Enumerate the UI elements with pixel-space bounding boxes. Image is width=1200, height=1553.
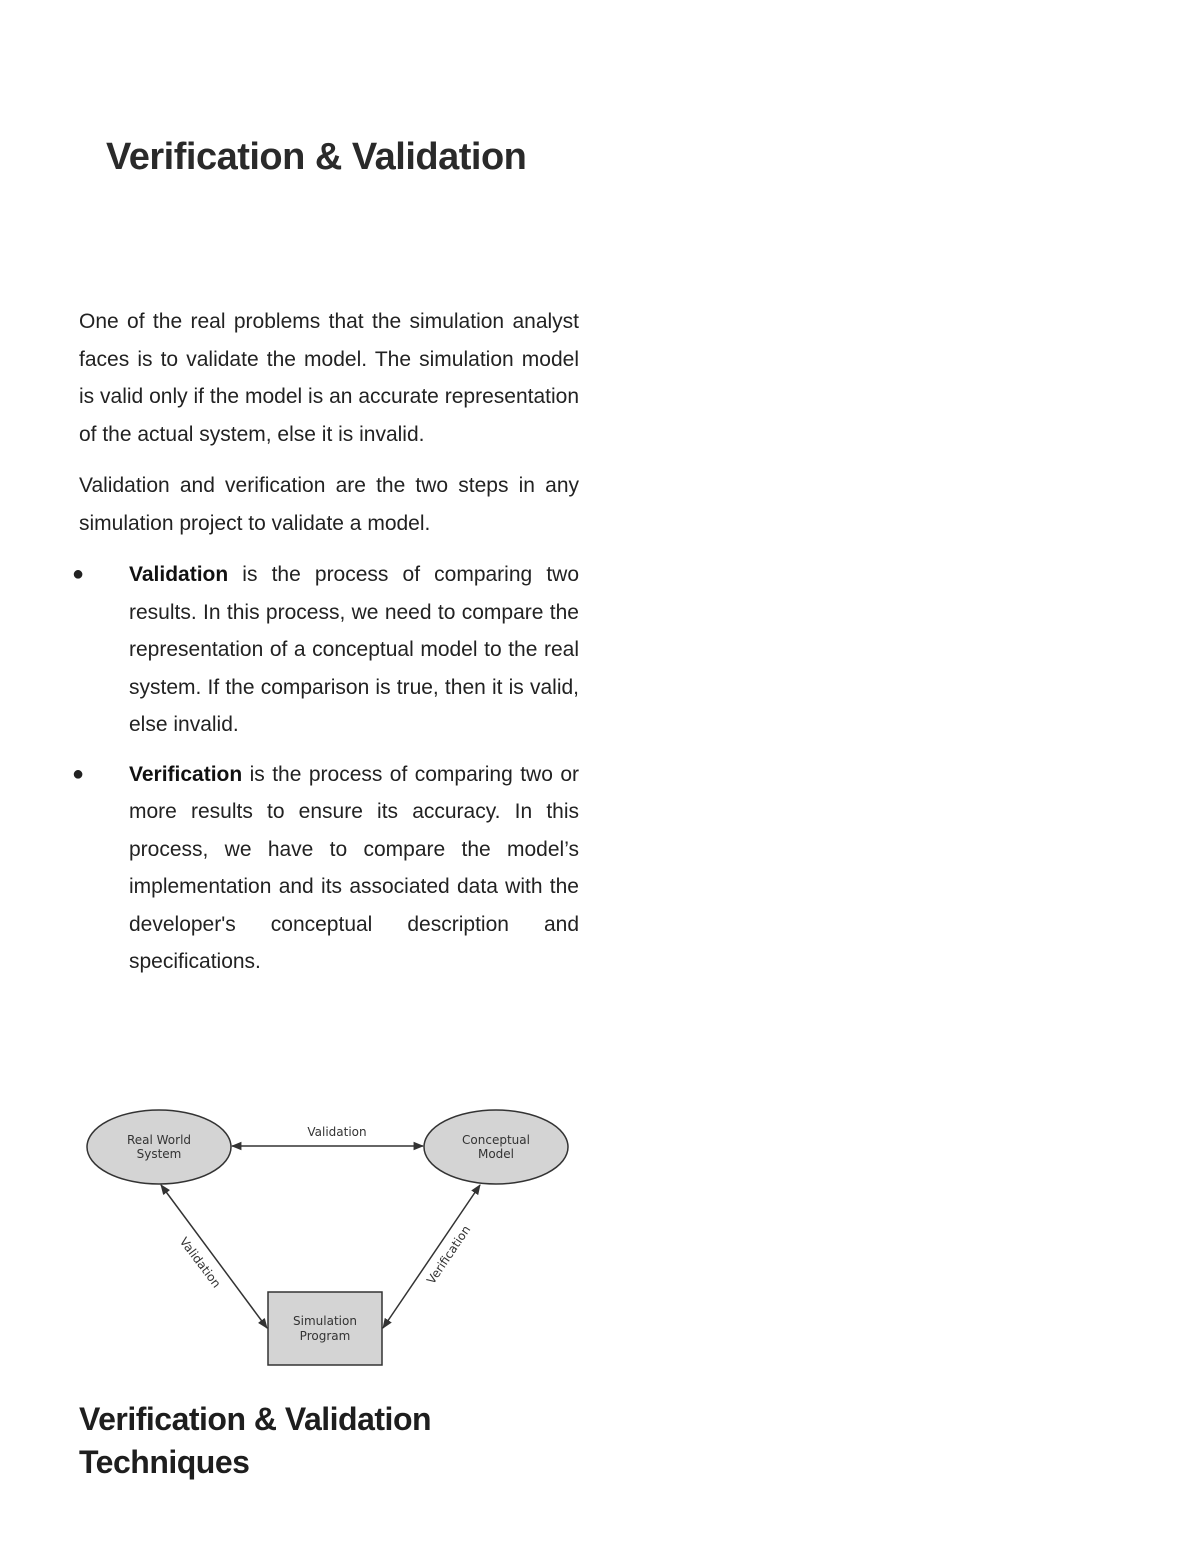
article-body [72, 303, 579, 993]
right-verification-label: Verification [424, 1222, 474, 1287]
conceptual-label-line1: Conceptual [462, 1133, 530, 1147]
list-item-verification [72, 756, 579, 981]
definition-list [72, 556, 579, 981]
right-verification-arrow [383, 1185, 480, 1328]
definition-validation: is the process of comparing two results. In this process, we need to compare the representation of a conceptual model to the real system. If the comparison is true, then it is valid, else invalid. [129, 563, 579, 736]
bullet-icon: ● [72, 563, 85, 585]
left-validation-label: Validation [176, 1234, 224, 1291]
simulation-label-line2: Program [299, 1329, 351, 1343]
definition-verification: is the process of comparing two or more results to ensure its accuracy. In this process, we have to compare the model’s implementation and its associated data with the developer's conceptual description and specifications. [129, 762, 579, 973]
page-title: Verification & Validation [106, 136, 527, 178]
real-world-label-line1: Real World [126, 1133, 192, 1147]
section-heading: Verification & Validation Techniques [79, 1401, 432, 1480]
validation-diagram [82, 1108, 576, 1373]
left-validation-arrow [161, 1185, 267, 1328]
conceptual-label-line2: Model [477, 1147, 515, 1161]
simulation-label-line1: Simulation [293, 1314, 357, 1328]
steps-paragraph: Validation and verification are the two steps in any simulation project to validate a model. [79, 474, 579, 535]
list-item-validation [72, 556, 579, 744]
intro-paragraph: One of the real problems that the simulation analyst faces is to validate the model. The simulation model is valid only if the model is an accurate representation of the actual system, else it is invalid. [79, 310, 579, 446]
bullet-icon: ● [72, 762, 85, 785]
term-validation: Validation [129, 563, 229, 586]
real-world-label-line2: System [136, 1147, 182, 1161]
term-verification: Verification [129, 762, 243, 786]
top-validation-label: Validation [307, 1125, 367, 1139]
